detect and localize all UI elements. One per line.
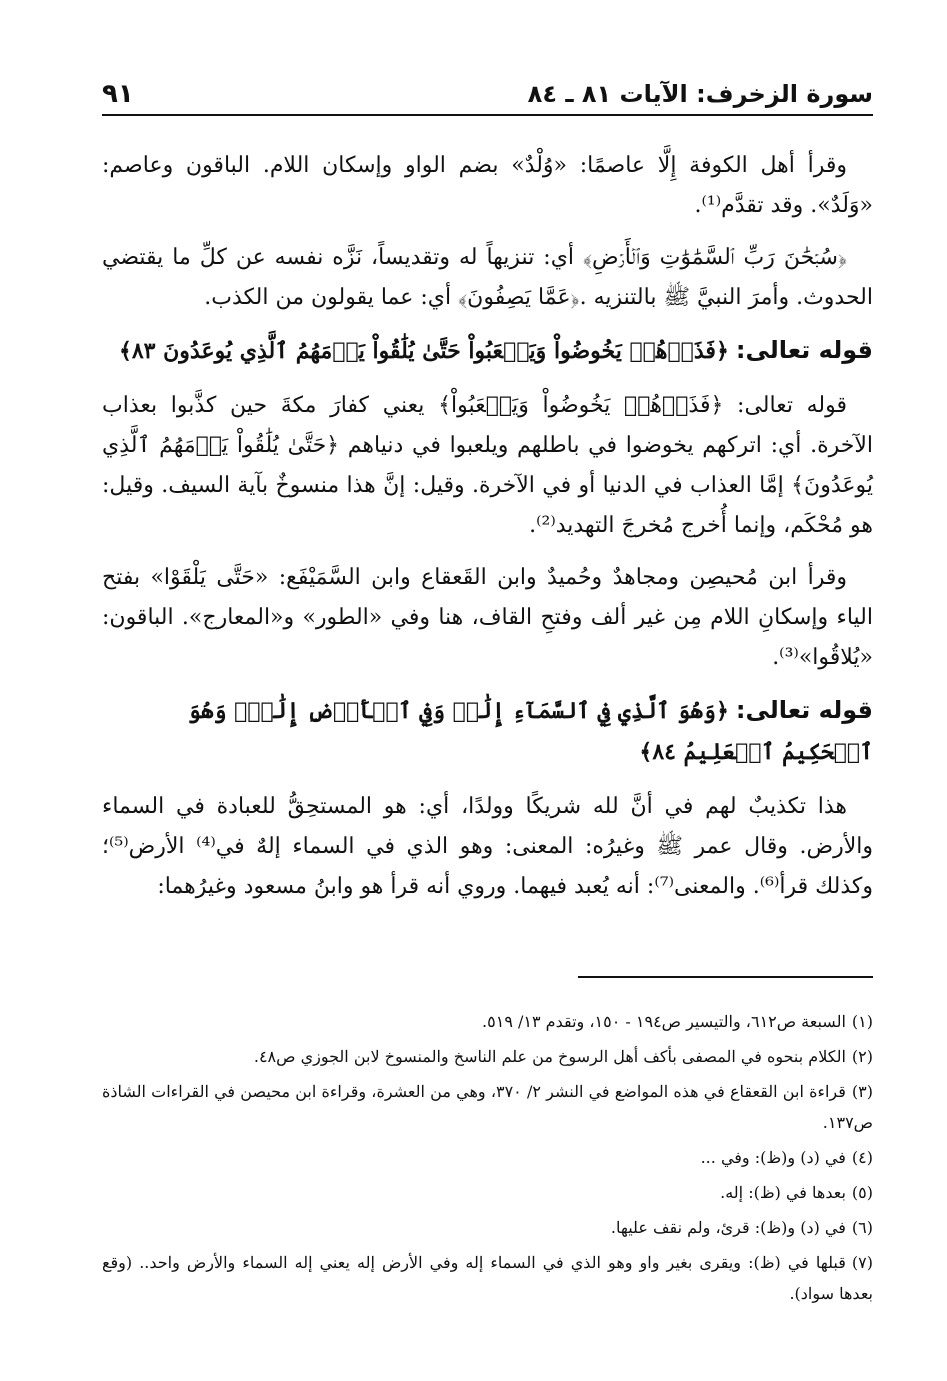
- footnote-text: قبلها في (ظ): ويقرى بغير واو وهو الذي في السماء إله وفي الأرض إله يعني إله السماء والأرض واحد.. (وقع بعدها سواد).: [102, 1253, 873, 1303]
- page-number: ٩١: [102, 79, 134, 109]
- verse-heading-label: قوله تعالى:: [735, 696, 873, 724]
- footnote-number: (٥): [851, 1183, 873, 1202]
- footnote-text: السبعة ص٦١٢، والتيسير ص١٩٤ - ١٥٠، وتقدم ١٣/ ٥١٩.: [482, 1012, 846, 1031]
- page-header: [102, 74, 873, 116]
- footnote-number: (٦): [851, 1218, 873, 1237]
- footnote: [102, 1177, 873, 1208]
- footnote: [102, 1212, 873, 1243]
- footnote-text: الكلام بنحوه في المصفى بأكف أهل الرسوخ من علم الناسخ والمنسوخ لابن الجوزي ص٤٨.: [253, 1047, 846, 1066]
- footnote-number: (٣): [851, 1082, 874, 1101]
- footnote-text: بعدها في (ظ): إله.: [720, 1183, 846, 1202]
- running-title: سورة الزخرف: الآيات ٨١ ـ ٨٤: [527, 80, 873, 108]
- footnote-number: (١): [851, 1012, 873, 1031]
- footnote-text: في (د) و(ظ): قرئ، ولم نقف عليها.: [610, 1218, 846, 1237]
- verse-text: ﴿فَذَرۡهُمۡ يَخُوضُواْ وَيَلۡعَبُواْ حَتَّىٰ يُلَٰقُواْ يَوۡمَهُمُ ٱلَّذِي يُوعَدُونَ ٨٣﴾: [118, 338, 729, 364]
- footnote: [102, 1142, 873, 1173]
- footnotes: [102, 1006, 873, 1313]
- footnote: [102, 1076, 873, 1138]
- footnote-text: قراءة ابن القعقاع في هذه المواضع في النشر ٢/ ٣٧٠، وهي من العشرة، وقراءة ابن محيصن في القراءات الشاذة ص١٣٧.: [102, 1082, 873, 1132]
- footnote-text: في (د) و(ظ): وفي ...: [700, 1148, 846, 1167]
- verse-heading-label: قوله تعالى:: [735, 336, 873, 364]
- paragraph-3: قوله تعالى: ﴿فَذَرۡهُمۡ يَخُوضُواْ وَيَلۡعَبُواْ﴾ يعني كفارَ مكةَ حين كذَّبوا بعذاب الآخرة. أي: اتركهم يخوضوا في باطلهم ويلعبوا في دنياهم ﴿حَتَّىٰ يُلَٰقُواْ يَوۡمَهُمُ ٱلَّذِي يُوعَدُونَ﴾ إمَّا العذاب في الدنيا أو في الآخرة. وقيل: إنَّ هذا منسوخٌ بآية السيف. وقيل: هو مُحْكَم، وإنما أُخرج مُخرجَ التهديد⁽²⁾.: [102, 393, 873, 538]
- footnote: [102, 1041, 873, 1072]
- paragraph-5: هذا تكذيبٌ لهم في أنَّ لله شريكًا وولدًا، أي: هو المستحِقُّ للعبادة في السماء والأرض. وقال عمر ﷺ وغيرُه: المعنى: وهو الذي في السماء إلهٌ في⁽⁴⁾ الأرض⁽⁵⁾؛ وكذلك قرأ⁽⁶⁾. والمعنى⁽⁷⁾: أنه يُعبد فيهما. وروي أنه قرأ هو وابنُ مسعود وغيرُهما:: [102, 794, 873, 899]
- footnote: [102, 1247, 873, 1309]
- verse-heading-84: [102, 690, 873, 773]
- paragraph-4: وقرأ ابن مُحيصِن ومجاهدٌ وحُميدٌ وابن القَعقاع وابن السَّمَيْفَع: «حَتَّى يَلْقَوْا» بفتح الياء وإسكانِ اللام مِن غير ألف وفتحِ القاف، هنا وفي «الطور» و«المعارج». الباقون: «يُلاقُوا»⁽³⁾.: [102, 565, 873, 670]
- footnote-number: (٤): [851, 1148, 873, 1167]
- footnote-number: (٢): [851, 1047, 873, 1066]
- verse-text: ﴿وَهُوَ ٱلَّذِي فِي ٱلسَّمَآءِ إِلَٰهٞ وَفِي ٱلۡأَرۡضِ إِلَٰهٞۚ وَهُوَ ٱلۡحَكِيمُ ٱلۡعَلِيمُ ٨٤﴾: [187, 698, 873, 765]
- paragraph-2: ﴿سُبۡحَٰنَ رَبِّ ٱلسَّمَٰوَٰتِ وَٱلۡأَرۡضِ﴾ أي: تنزيهاً له وتقديساً، نَزَّه نفسه عن كلِّ ما يقتضي الحدوث. وأمرَ النبيَّ ﷺ بالتنزيه .﴿عَمَّا يَصِفُونَ﴾ أي: عما يقولون من الكذب.: [102, 245, 873, 310]
- footnote-number: (٧): [851, 1253, 873, 1272]
- verse-heading-83: [102, 330, 873, 372]
- paragraph-1: وقرأ أهل الكوفة إِلَّا عاصمًا: «وُلْدٌ» بضم الواو وإسكان اللام. الباقون وعاصم: «وَلَدٌ». وقد تقدَّم⁽¹⁾.: [102, 153, 873, 218]
- footnote: [102, 1006, 873, 1037]
- footnote-divider: [578, 976, 873, 978]
- main-text: [102, 146, 873, 919]
